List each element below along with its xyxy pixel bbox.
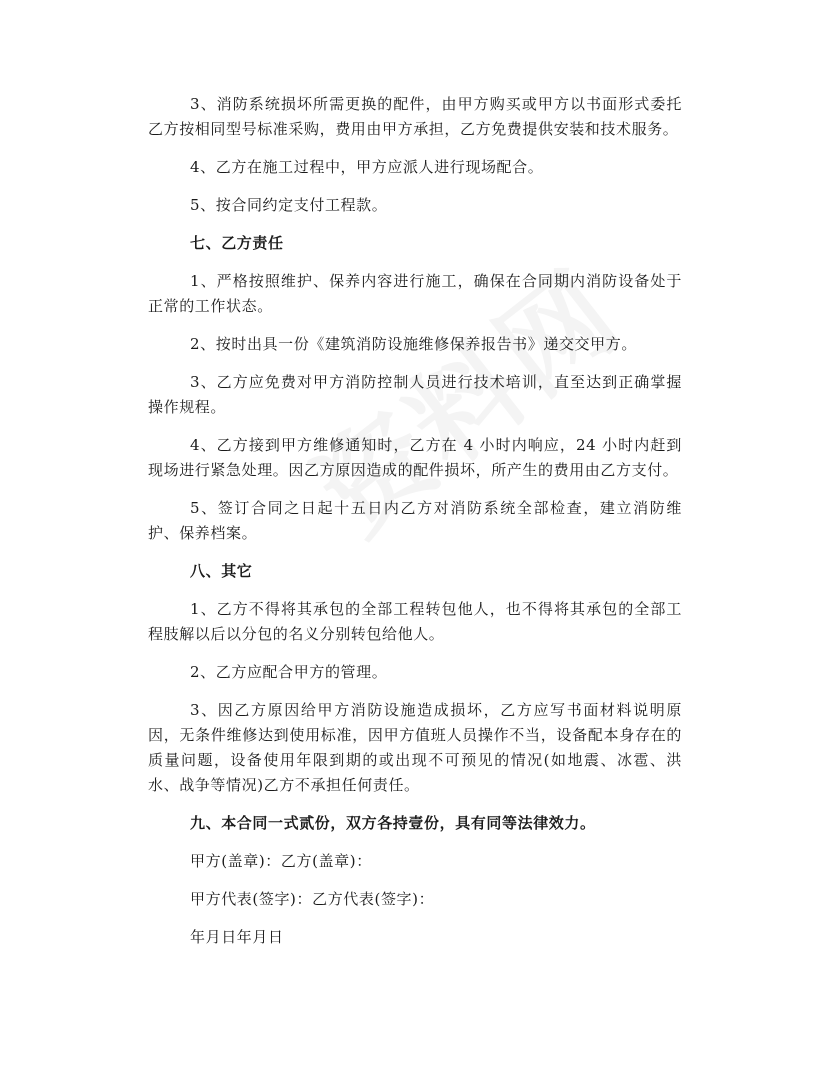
paragraph-a-5: 5、按合同约定支付工程款。 xyxy=(190,196,388,214)
paragraph-a-3: 3、消防系统损坏所需更换的配件，由甲方购买或甲方以书面形式委托乙方按相同型号标准采购，费用由甲方承担，乙方免费提供安装和技术服务。 xyxy=(148,95,682,138)
section-7-item-1: 1、严格按照维护、保养内容进行施工，确保在合同期内消防设备处于正常的工作状态。 xyxy=(148,272,682,315)
section-8-heading: 八、其它 xyxy=(190,562,253,580)
signature-seal-line: 甲方(盖章)：乙方(盖章)： xyxy=(190,852,372,870)
signature-representative-line: 甲方代表(签字)：乙方代表(签字)： xyxy=(190,890,435,908)
paragraph-a-4: 4、乙方在施工过程中，甲方应派人进行现场配合。 xyxy=(190,158,544,176)
section-7-item-3: 3、乙方应免费对甲方消防控制人员进行技术培训，直至达到正确掌握操作规程。 xyxy=(148,373,682,416)
section-8-item-1: 1、乙方不得将其承包的全部工程转包他人，也不得将其承包的全部工程肢解以后以分包的名义分别转包给他人。 xyxy=(148,600,682,643)
section-9-heading: 九、本合同一式贰份，双方各持壹份，具有同等法律效力。 xyxy=(190,814,596,832)
section-7-item-2: 2、按时出具一份《建筑消防设施维修保养报告书》递交交甲方。 xyxy=(190,335,637,353)
signature-date-line: 年月日年月日 xyxy=(190,928,284,946)
section-7-item-5: 5、签订合同之日起十五日内乙方对消防系统全部检查，建立消防维护、保养档案。 xyxy=(148,499,682,542)
section-8-item-3: 3、因乙方原因给甲方消防设施造成损坏，乙方应写书面材料说明原因，无条件维修达到使用标准，因甲方值班人员操作不当，设备配本身存在的质量问题，设备使用年限到期的或出现不可预见的情况(如地震、冰雹、洪水、战争等情况)乙方不承担任何责任。 xyxy=(148,701,682,794)
section-7-item-4: 4、乙方接到甲方维修通知时，乙方在 4 小时内响应，24 小时内赶到现场进行紧急处理。因乙方原因造成的配件损坏，所产生的费用由乙方支付。 xyxy=(148,436,682,479)
section-8-item-2: 2、乙方应配合甲方的管理。 xyxy=(190,663,388,681)
section-7-heading: 七、乙方责任 xyxy=(190,234,284,252)
document-body xyxy=(148,92,682,950)
